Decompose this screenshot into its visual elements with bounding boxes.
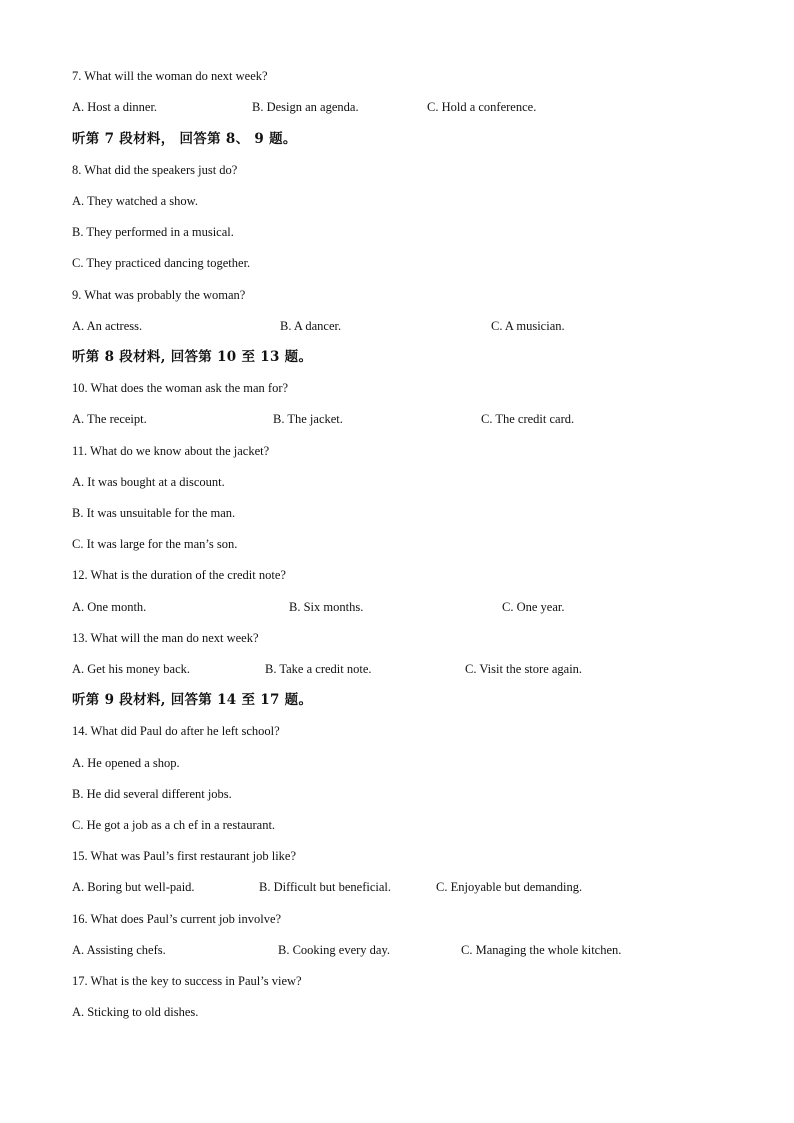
question-15: 15. What was Paul’s first restaurant job like? [72,849,297,863]
option-9c: C. A musician. [491,319,565,333]
question-14: 14. What did Paul do after he left school? [72,724,280,738]
option-8c: C. They practiced dancing together. [72,256,251,270]
option-15c: C. Enjoyable but demanding. [436,880,583,894]
question-13: 13. What will the man do next week? [72,631,259,645]
option-10a: A. The receipt. [72,412,147,426]
option-16b: B. Cooking every day. [278,943,391,957]
options-16 [72,942,722,958]
option-11a: A. It was bought at a discount. [72,475,225,489]
option-8a: A. They watched a show. [72,194,199,208]
section-heading-7: 听第 7 段材料， 回答第 8、 9 题。 [72,131,297,147]
question-9: 9. What was probably the woman? [72,288,246,302]
section-heading-8: 听第 8 段材料, 回答第 10 至 13 题。 [72,349,313,365]
options-13 [72,661,722,677]
option-11b: B. It was unsuitable for the man. [72,506,236,520]
option-12a: A. One month. [72,600,147,614]
option-10b: B. The jacket. [273,412,343,426]
options-15 [72,879,722,895]
options-7 [72,99,722,115]
option-15a: A. Boring but well-paid. [72,880,195,894]
option-12b: B. Six months. [289,600,364,614]
option-16a: A. Assisting chefs. [72,943,166,957]
option-13b: B. Take a credit note. [265,662,372,676]
options-12 [72,599,722,615]
option-9a: A. An actress. [72,319,143,333]
option-14a: A. He opened a shop. [72,756,180,770]
option-14b: B. He did several different jobs. [72,787,232,801]
option-13a: A. Get his money back. [72,662,191,676]
option-8b: B. They performed in a musical. [72,225,234,239]
question-12: 12. What is the duration of the credit note? [72,568,286,582]
option-14c: C. He got a job as a ch ef in a restaurant. [72,818,276,832]
option-17a: A. Sticking to old dishes. [72,1005,199,1019]
question-8: 8. What did the speakers just do? [72,163,238,177]
question-10: 10. What does the woman ask the man for? [72,381,289,395]
options-9 [72,318,722,334]
option-15b: B. Difficult but beneficial. [259,880,392,894]
option-10c: C. The credit card. [481,412,575,426]
option-7b: B. Design an agenda. [252,100,359,114]
section-heading-9: 听第 9 段材料, 回答第 14 至 17 题。 [72,692,313,708]
option-9b: B. A dancer. [280,319,342,333]
question-17: 17. What is the key to success in Paul’s view? [72,974,302,988]
question-7: 7. What will the woman do next week? [72,69,268,83]
option-11c: C. It was large for the man’s son. [72,537,238,551]
option-7c: C. Hold a conference. [427,100,537,114]
options-10 [72,411,722,427]
question-16: 16. What does Paul’s current job involve? [72,912,282,926]
option-13c: C. Visit the store again. [465,662,583,676]
question-11: 11. What do we know about the jacket? [72,444,270,458]
option-16c: C. Managing the whole kitchen. [461,943,622,957]
option-12c: C. One year. [502,600,565,614]
option-7a: A. Host a dinner. [72,100,158,114]
